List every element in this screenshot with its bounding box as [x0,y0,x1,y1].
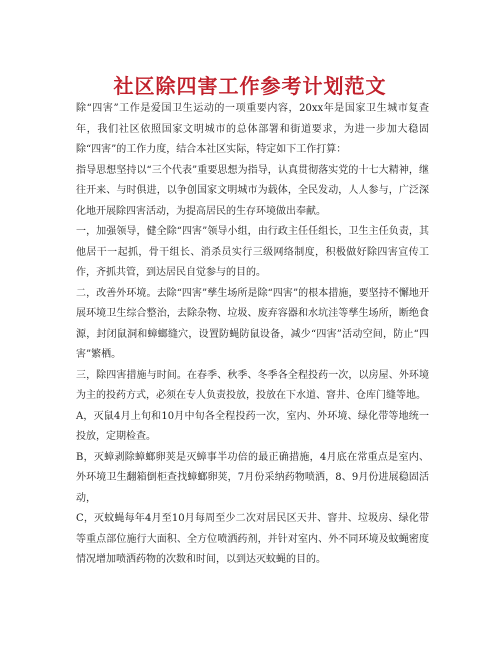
document-title: 社区除四害工作参考计划范文 [113,74,387,98]
paragraph-intro: 除“四害”工作是爱国卫生运动的一项重要内容，20xx年是国家卫生城市复查年，我们社区依照国家文明城市的总体部署和街道要求，为进一步加大稳固除“四害”的工作力度，结合本社区实际，特定如下工作打算： [76,103,429,155]
paragraph-leadership: 一，加强领导，健全除“四害”领导小组，由行政主任任组长，卫生主任负责，其他居干一起抓，骨干组长、消杀员实行三级网络制度，积极做好除四害宣传工作，齐抓共管，到达居民自觉参与的目的。 [76,226,429,278]
paragraph-mosquito-fly-control: C，灭蚊蝇每年4月至10月每周至少二次对居民区天井、窨井、垃圾房、绿化带等重点部位施行大面积、全方位喷洒药剂，并针对室内、外不同环境及蚊蝇密度情况增加喷洒药物的次数和时间，以到达灭蚊蝇的目的。 [76,513,429,565]
document-body [76,99,429,571]
paragraph-cockroach-control: B，灭蟑剥除蟑螂卵荚是灭蟑事半功倍的最正确措施，4月底在常重点是室内、外环境卫生翻箱倒柜查找蟑螂卵荚，7月份采纳药物喷洒，8、9月份进展稳固活动， [76,451,429,504]
paragraph-guiding-ideology: 指导思想坚持以“三个代表”重要思想为指导，认真贯彻落实党的十七大精神，继往开来、与时俱进，以争创国家文明城市为载体，全民发动，人人参与，广泛深化地开展除四害活动，为提高居民的生存环境做出奉献。 [76,164,429,217]
paragraph-rat-control: A，灭鼠4月上旬和10月中旬各全程投药一次，室内、外环境、绿化带等地统一投放，定期检查。 [76,410,429,442]
paragraph-environment: 二，改善外环境。去除“四害”孳生场所是除“四害”的根本措施，要坚持不懈地开展环境卫生综合整治，去除杂物、垃圾、废弃容器和水坑洼等孳生场所，断绝食源，封闭鼠洞和蟑螂缝穴，设置防蝇防鼠设备，减少“四害”活动空间，防止“四害”繁栖。 [76,287,429,360]
paragraph-measures: 三，除四害措施与时间。在春季、秋季、冬季各全程投药一次，以房屋、外环境为主的投药方式，必须在专人负责投放，投放在下水道、窨井、仓库门缝等地。 [76,369,429,401]
